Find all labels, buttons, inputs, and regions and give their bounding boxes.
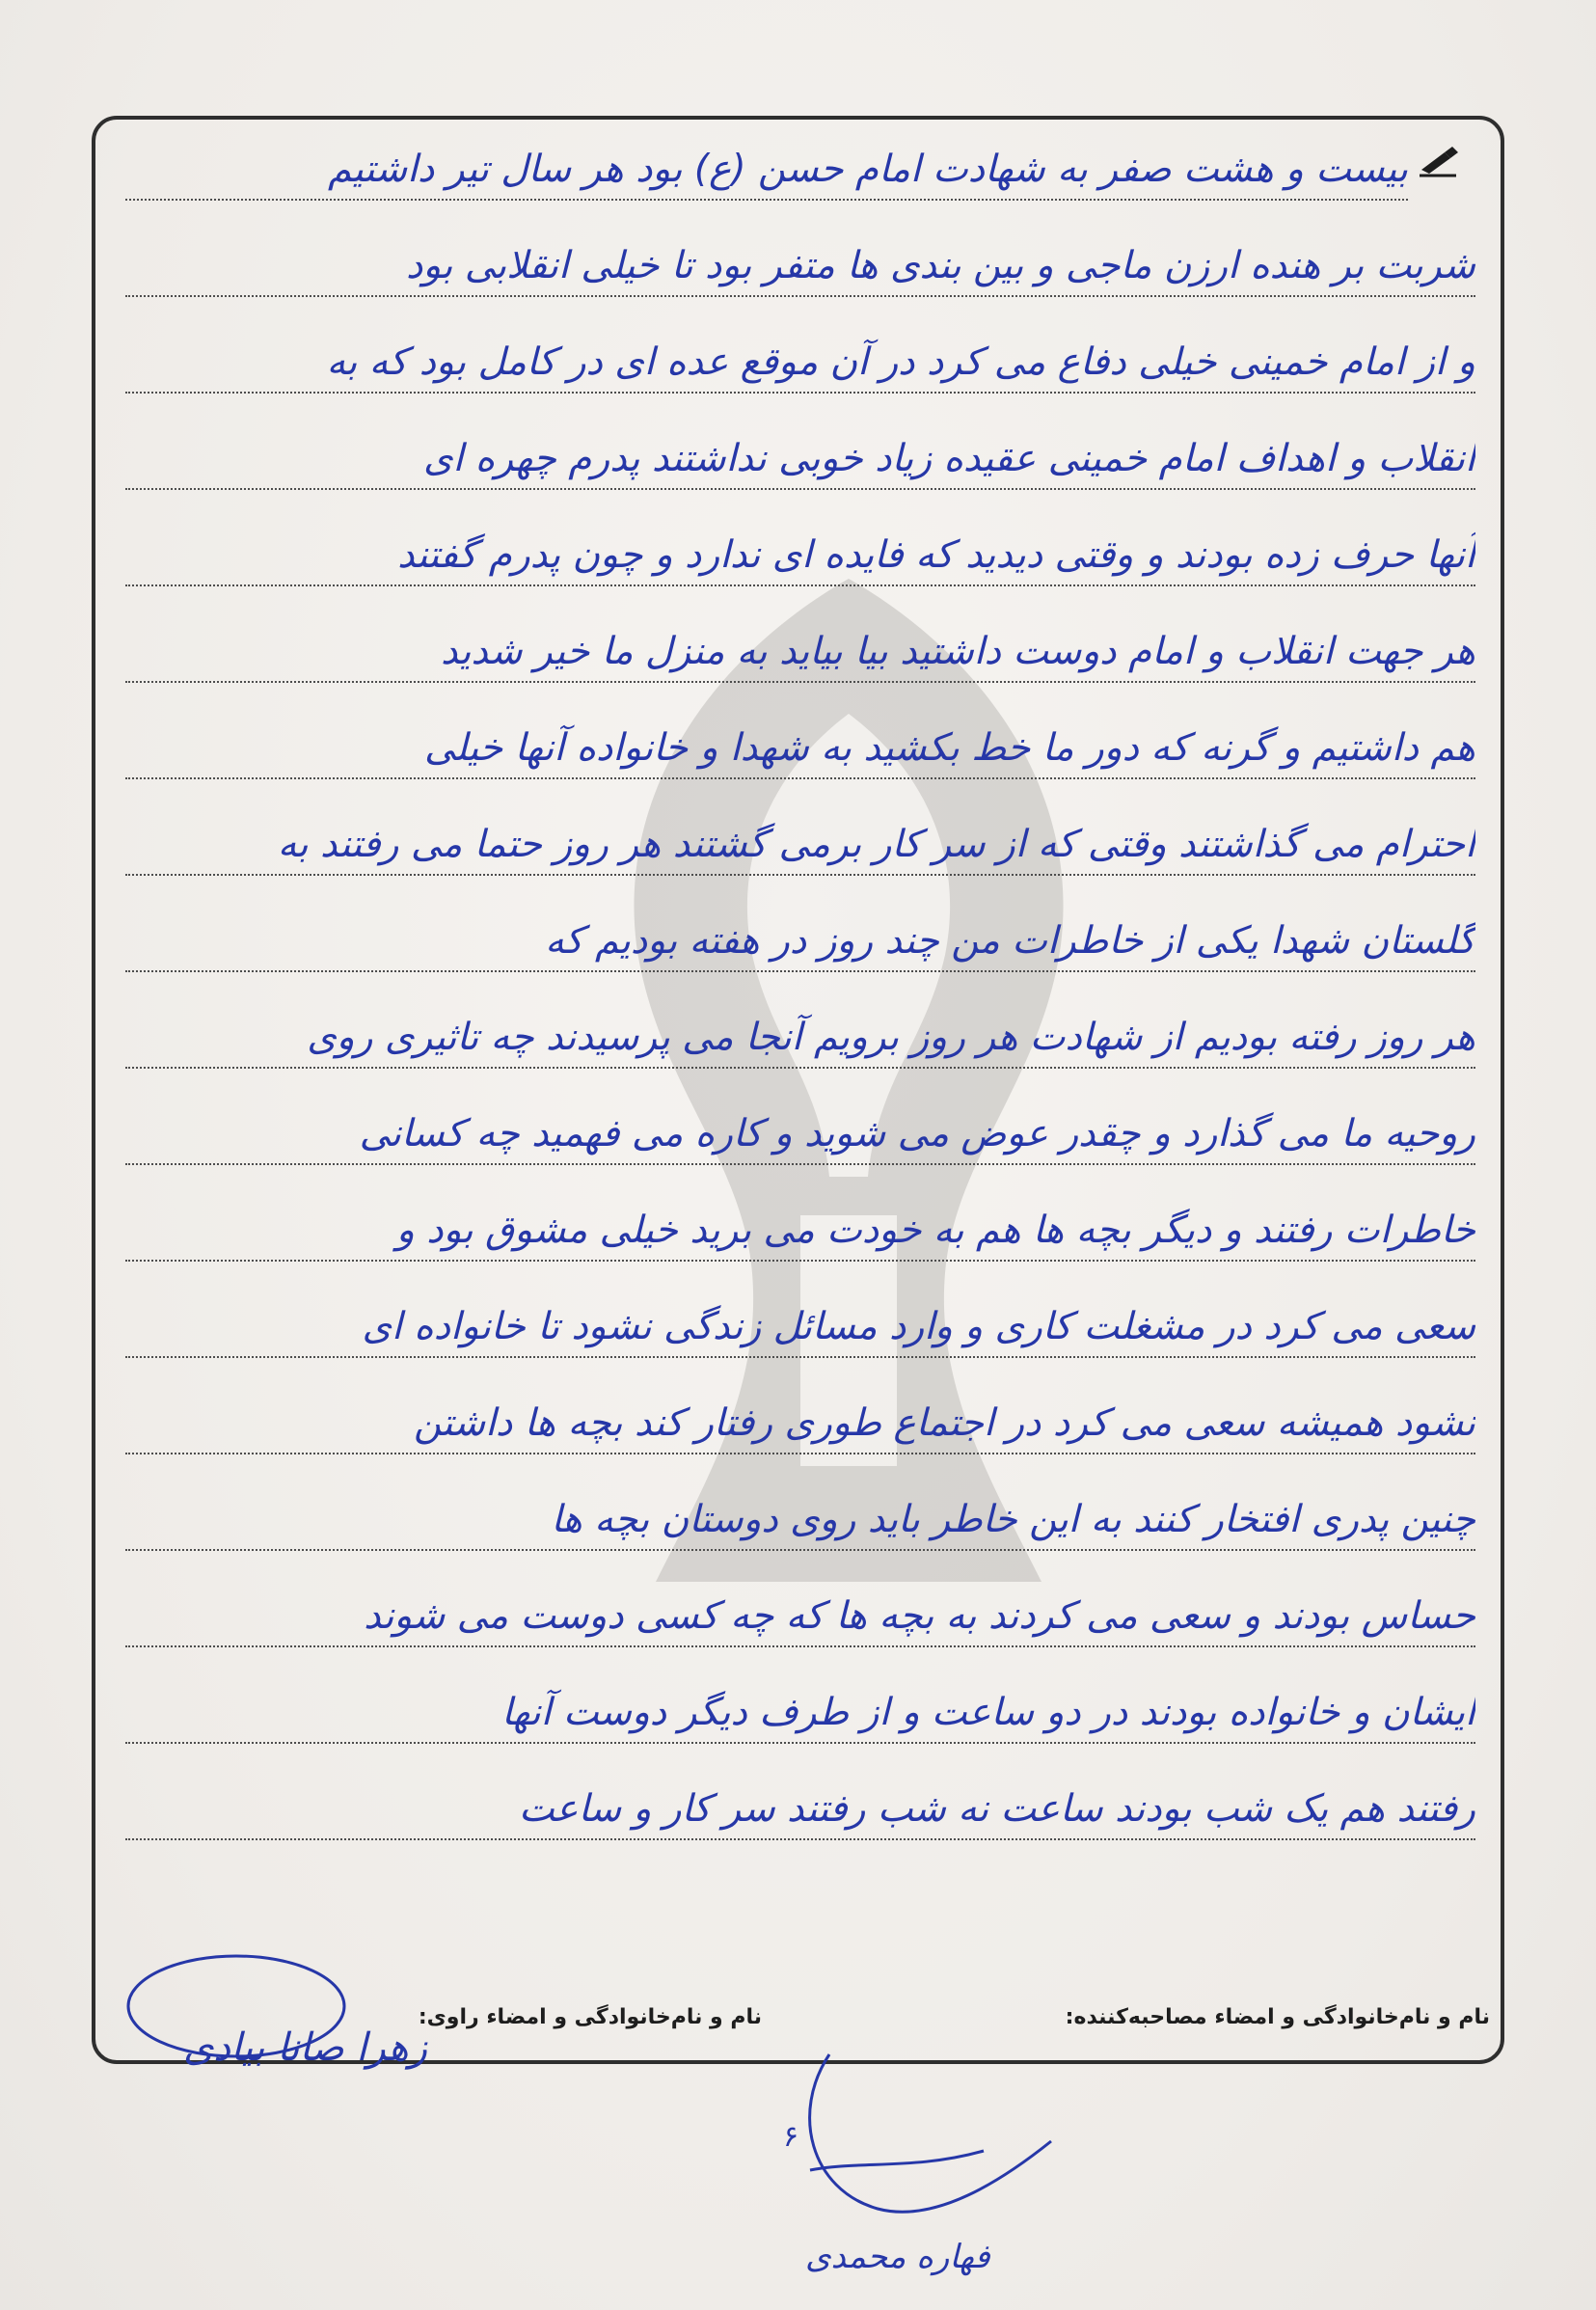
page-frame [92, 116, 1504, 2064]
handwritten-line: روحیه ما می گذارد و چقدر عوض می شوید و کاره می فهمید چه کسانی [125, 1109, 1475, 1165]
handwritten-line: هر روز رفته بودیم از شهادت هر روز برویم آنجا می پرسیدند چه تاثیری روی [125, 1013, 1475, 1069]
handwritten-line: چنین پدری افتخار کنند به این خاطر باید روی دوستان بچه ها [125, 1495, 1475, 1551]
handwritten-line: و از امام خمینی خیلی دفاع می کرد در آن موقع عده ای در کامل بود که به [125, 338, 1475, 394]
narrator-signature-label: نام و نام‌خانوادگی و امضاء راوی: [418, 2005, 762, 2029]
handwritten-line: گلستان شهدا یکی از خاطرات من چند روز در هفته بودیم که [125, 916, 1475, 972]
handwritten-line: بیست و هشت صفر به شهادت امام حسن (ع) بود هر سال تیر داشتیم [125, 145, 1408, 201]
page-number: ۶ [782, 2120, 799, 2154]
handwritten-line: احترام می گذاشتند وقتی که از سر کار برمی گشتند هر روز حتما می رفتند به [125, 820, 1475, 876]
interviewer-signature-name: فهاره محمدی [805, 2238, 990, 2276]
handwritten-line: نشود همیشه سعی می کرد در اجتماع طوری رفتار کند بچه ها داشتن [125, 1399, 1475, 1454]
handwritten-line: حساس بودند و سعی می کردند به بچه ها که چه کسی دوست می شوند [125, 1591, 1475, 1647]
handwritten-line: هم داشتیم و گرنه که دور ما خط بکشید به شهدا و خانواده آنها خیلی [125, 723, 1475, 779]
handwritten-line: هر جهت انقلاب و امام دوست داشتید بیا بیاید به منزل ما خیر شدید [125, 627, 1475, 683]
handwritten-line: خاطرات رفتند و دیگر بچه ها هم به خودت می برید خیلی مشوق بود و [125, 1206, 1475, 1262]
interviewer-signature-scribble [771, 2035, 1080, 2228]
interviewer-signature-label: نام و نام‌خانوادگی و امضاء مصاحبه‌کننده: [1065, 2005, 1490, 2029]
handwritten-line: سعی می کرد در مشغلت کاری و وارد مسائل زندگی نشود تا خانواده ای [125, 1302, 1475, 1358]
handwritten-line: آنها حرف زده بودند و وقتی دیدید که فایده ای ندارد و چون پدرم گفتند [125, 530, 1475, 586]
handwritten-line: انقلاب و اهداف امام خمینی عقیده زیاد خوبی نداشتند پدرم چهره ای [125, 434, 1475, 490]
pen-hand-icon [1418, 145, 1460, 179]
handwritten-line: رفتند هم یک شب بودند ساعت نه شب رفتند سر کار و ساعت [125, 1784, 1475, 1840]
handwritten-line: ایشان و خانواده بودند در دو ساعت و از طرف دیگر دوست آنها [125, 1688, 1475, 1744]
narrator-signature-name: زهرا صانا بیادی [183, 2025, 428, 2070]
handwritten-line: شربت بر هنده ارزن ماجی و بین بندی ها متفر بود تا خیلی انقلابی بود [125, 241, 1475, 297]
